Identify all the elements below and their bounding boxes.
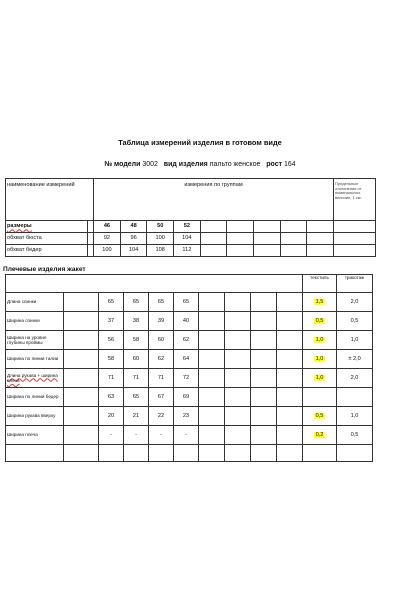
spacer-cell (64, 407, 99, 426)
model-label: № модели (104, 161, 141, 168)
value-cell: 112 (174, 245, 201, 257)
empty-cell (199, 407, 225, 426)
value-cell: 40 (174, 312, 199, 331)
value-cell: 104 (120, 245, 147, 257)
textile-header: текстиль (303, 275, 337, 293)
value-cell: 20 (99, 407, 124, 426)
empty-cell (277, 293, 303, 312)
empty-cell (225, 350, 251, 369)
type-value: пальто женское (209, 161, 261, 168)
value-cell: 67 (149, 388, 174, 407)
empty-cell (227, 233, 254, 245)
textile-value: 0,5 (315, 412, 324, 419)
row-label: Ширина по линии талии (6, 350, 64, 369)
table-row (6, 369, 373, 388)
value-cell: 65 (124, 388, 149, 407)
size-cell: 46 (94, 221, 121, 233)
knit-tolerance: 0,5 (337, 426, 373, 445)
value-cell: 22 (149, 407, 174, 426)
table-row (6, 426, 373, 445)
row-label-text: Длина рукава + ширина плеча (7, 372, 58, 383)
value-cell: 71 (124, 369, 149, 388)
value-cell: - (99, 426, 124, 445)
value-cell: 62 (174, 331, 199, 350)
empty-cell (333, 233, 375, 245)
size-cell: 48 (120, 221, 147, 233)
empty-cell (333, 245, 375, 257)
empty-cell (307, 221, 334, 233)
value-cell: 71 (99, 369, 124, 388)
row-label: Ширина спинки (6, 312, 64, 331)
row-label: обхват бедер (6, 245, 88, 257)
empty-cell (227, 221, 254, 233)
knit-tolerance (337, 388, 373, 407)
textile-value: 1,0 (315, 374, 324, 381)
empty-cell (337, 445, 373, 462)
table-row (6, 350, 373, 369)
knit-tolerance: 0,5 (337, 312, 373, 331)
empty-cell (225, 445, 251, 462)
deviation-header: Предельные отклонения от номинальных величин, 1 см. (334, 181, 362, 200)
value-cell: 65 (124, 293, 149, 312)
textile-tolerance (303, 350, 337, 369)
name-header: наименование измерений (7, 182, 75, 188)
row-label: Ширина плеча (6, 426, 64, 445)
table-row (6, 407, 373, 426)
model-value: 3002 (142, 161, 158, 168)
spacer-cell (64, 388, 99, 407)
header-blank (6, 275, 303, 293)
value-cell: 37 (99, 312, 124, 331)
empty-cell (253, 245, 280, 257)
empty-cell (225, 388, 251, 407)
groups-header: измерения по группам (184, 182, 243, 188)
value-cell: 56 (99, 331, 124, 350)
value-cell: - (174, 426, 199, 445)
knit-tolerance: 1,0 (337, 331, 373, 350)
textile-tolerance (303, 331, 337, 350)
empty-cell (277, 426, 303, 445)
empty-cell (199, 369, 225, 388)
table-row (6, 293, 373, 312)
value-cell: 69 (174, 388, 199, 407)
empty-cell (251, 369, 277, 388)
empty-cell (99, 445, 124, 462)
empty-cell (200, 245, 227, 257)
spacer-cell (64, 331, 99, 350)
textile-value: 1,0 (315, 355, 324, 362)
empty-cell (251, 312, 277, 331)
value-cell: 92 (94, 233, 121, 245)
empty-cell (253, 233, 280, 245)
sizes-table (5, 178, 376, 257)
row-label (6, 369, 64, 388)
table-row (6, 388, 373, 407)
empty-cell (225, 331, 251, 350)
empty-cell (251, 388, 277, 407)
value-cell: - (124, 426, 149, 445)
empty-cell (251, 426, 277, 445)
empty-cell (251, 407, 277, 426)
name-header-cell (6, 179, 94, 221)
sizes-label-cell (6, 221, 88, 233)
empty-cell (149, 445, 174, 462)
empty-cell (251, 350, 277, 369)
value-cell: 21 (124, 407, 149, 426)
size-cell: 52 (174, 221, 201, 233)
model-info-line (0, 161, 400, 168)
empty-cell (227, 245, 254, 257)
value-cell: 58 (99, 350, 124, 369)
empty-cell (200, 221, 227, 233)
textile-value: 1,5 (315, 298, 324, 305)
empty-cell (199, 293, 225, 312)
textile-tolerance (303, 369, 337, 388)
empty-cell (199, 426, 225, 445)
textile-value: 0,5 (315, 317, 324, 324)
empty-cell (225, 369, 251, 388)
table-row (6, 445, 373, 462)
empty-cell (277, 388, 303, 407)
empty-cell (225, 407, 251, 426)
knit-tolerance: 2,0 (337, 369, 373, 388)
value-cell: 63 (99, 388, 124, 407)
empty-cell (280, 233, 307, 245)
value-cell: 65 (149, 293, 174, 312)
value-cell: 71 (149, 369, 174, 388)
empty-cell (333, 221, 375, 233)
empty-cell (277, 312, 303, 331)
empty-cell (251, 445, 277, 462)
document-title: Таблица измерений изделия в готовом виде (118, 138, 282, 147)
empty-cell (251, 293, 277, 312)
row-label: Ширина на уровне глубины проймы (6, 331, 64, 350)
empty-cell (64, 445, 99, 462)
spacer-cell (64, 426, 99, 445)
type-label: вид изделия (163, 161, 208, 168)
empty-cell (277, 350, 303, 369)
knit-tolerance: 2,0 (337, 293, 373, 312)
value-cell: 72 (174, 369, 199, 388)
value-cell: 60 (124, 350, 149, 369)
textile-tolerance (303, 293, 337, 312)
textile-tolerance (303, 312, 337, 331)
empty-cell (199, 445, 225, 462)
textile-tolerance (303, 388, 337, 407)
empty-cell (303, 445, 337, 462)
empty-cell (199, 350, 225, 369)
empty-cell (199, 388, 225, 407)
empty-cell (199, 312, 225, 331)
height-label: рост (266, 161, 283, 168)
textile-value: 0,2 (315, 431, 324, 438)
knit-header: трикотаж (337, 275, 373, 293)
value-cell: 96 (120, 233, 147, 245)
spacer-cell (64, 350, 99, 369)
knit-tolerance: 1,0 (337, 407, 373, 426)
table-row (6, 331, 373, 350)
table-row (6, 233, 376, 245)
empty-cell (174, 445, 199, 462)
empty-cell (280, 245, 307, 257)
empty-cell (124, 445, 149, 462)
sizes-label: размеры (7, 223, 32, 230)
knit-tolerance: ± 2,0 (337, 350, 373, 369)
table-row (6, 245, 376, 257)
empty-cell (225, 426, 251, 445)
value-cell: 39 (149, 312, 174, 331)
value-cell: 108 (147, 245, 174, 257)
height-value: 164 (283, 161, 296, 168)
row-label: обхват бюста (6, 233, 88, 245)
table-row (6, 312, 373, 331)
empty-cell (277, 407, 303, 426)
empty-cell (277, 369, 303, 388)
value-cell: 62 (149, 350, 174, 369)
empty-cell (251, 331, 277, 350)
empty-cell (307, 245, 334, 257)
measurements-table (5, 274, 373, 462)
row-label: Ширина по линии бедер (6, 388, 64, 407)
spacer-cell (64, 312, 99, 331)
deviation-header-cell (333, 179, 375, 221)
empty-cell (280, 221, 307, 233)
textile-tolerance (303, 426, 337, 445)
textile-value: 1,0 (315, 336, 324, 343)
spacer-cell (64, 369, 99, 388)
value-cell: 60 (149, 331, 174, 350)
section-title: Плечевые изделия жакет (3, 266, 86, 273)
size-cell: 50 (147, 221, 174, 233)
row-label: Длина спинки (6, 293, 64, 312)
empty-cell (277, 331, 303, 350)
empty-cell (253, 221, 280, 233)
empty-cell (6, 445, 64, 462)
value-cell: 23 (174, 407, 199, 426)
groups-header-cell (94, 179, 334, 221)
value-cell: 64 (174, 350, 199, 369)
value-cell: 100 (94, 245, 121, 257)
empty-cell (225, 293, 251, 312)
spacer-cell (64, 293, 99, 312)
value-cell: 65 (174, 293, 199, 312)
value-cell: 38 (124, 312, 149, 331)
empty-cell (199, 331, 225, 350)
empty-cell (307, 233, 334, 245)
value-cell: 100 (147, 233, 174, 245)
value-cell: 58 (124, 331, 149, 350)
value-cell: 65 (99, 293, 124, 312)
row-label: Ширина рукава вверху (6, 407, 64, 426)
textile-tolerance (303, 407, 337, 426)
empty-cell (277, 445, 303, 462)
empty-cell (225, 312, 251, 331)
value-cell: - (149, 426, 174, 445)
empty-cell (200, 233, 227, 245)
value-cell: 104 (174, 233, 201, 245)
